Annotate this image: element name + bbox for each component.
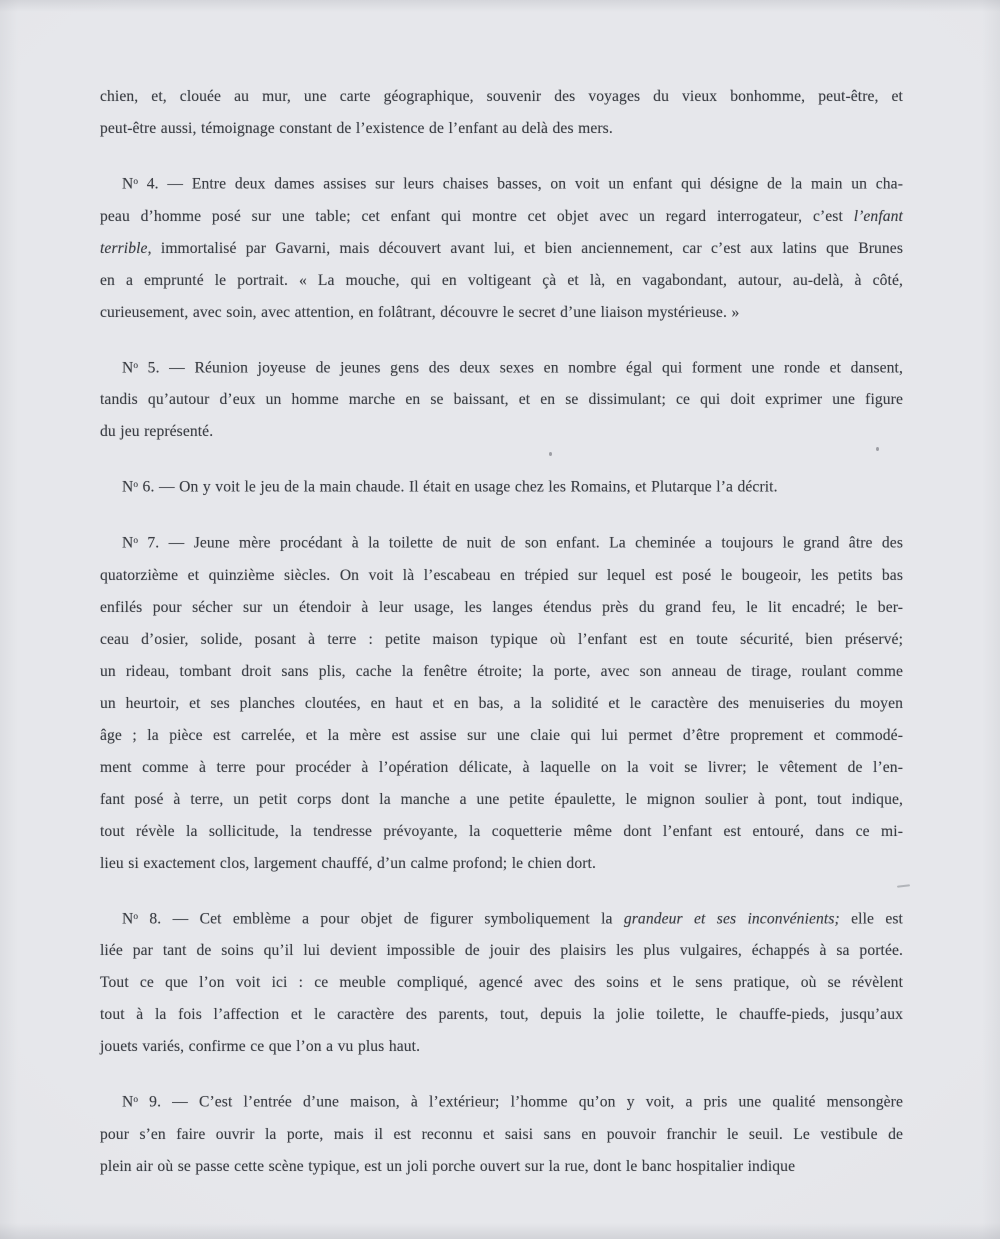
text-line: terrible, immortalisé par Gavarni, mais découvert avant lui, et bien anciennement, car c’est aux latins que Brunes [100,239,903,257]
text-line: tout à la fois l’affection et le caractère des parents, tout, depuis la jolie toilette, le chauffe-pieds, jusqu’aux [100,1006,903,1024]
text-line: peut-être aussi, témoignage constant de l’existence de l’enfant au delà des mers. [100,120,613,137]
paragraph-continuation [100,81,903,145]
paragraph-no-6 [100,469,903,504]
text-line: curieusement, avec soin, avec attention, en folâtrant, découvre le secret d’une liaison mystérieuse. » [100,303,740,321]
text-line: Tout ce que l’on voit ici : ce meuble compliqué, agencé avec des soins et le sens pratique, où se révèlent [100,974,903,992]
text-line: tandis qu’autour d’eux un homme marche en se baissant, et en se dissimulant; ce qui doit exprimer une figure [100,391,903,409]
text-line: tout révèle la sollicitude, la tendresse prévoyante, la coquetterie même dont l’enfant est entouré, dans ce mi- [100,822,903,840]
text-block [100,81,903,1183]
text-line: $N^o$ 6. — On y voit le jeu de la main chaude. Il était en usage chez les Romains, et Plutarque l’a décrit. [122,479,778,497]
ordinal-superscript: o [133,360,139,371]
text-line: ceau d’osier, solide, posant à terre : petite maison typique où l’enfant est en toute sécurité, bien préservé; [100,630,903,648]
text-line: $N^o$ 4. — Entre deux dames assises sur leurs chaises basses, on voit un enfant qui désigne de la main un cha- [122,175,903,193]
text-line: un heurtoir, et ses planches cloutées, en haut et en bas, a la solidité et le caractère des menuiseries du moyen [100,694,903,712]
text-line: liée par tant de soins qu’il lui devient impossible de jouir des plaisirs les plus vulgaires, échappés à sa portée. [100,942,903,960]
text-line: jouets variés, confirme ce que l’on a vu plus haut. [100,1038,421,1056]
text-line: ment comme à terre pour procéder à l’opération délicate, à laquelle on la voit se livrer; le vêtement de l’en- [100,758,903,776]
text-line: quatorzième et quinzième siècles. On voit là l’escabeau en trépied sur lequel est posé le bougeoir, les petits bas [100,566,903,584]
paragraph-no-5 [100,350,903,449]
ordinal-superscript: o [133,1095,139,1106]
paragraph-no-7 [100,525,903,880]
text-line: chien, et, clouée au mur, une carte géographique, souvenir des voyages du vieux bonhomme, peut-être, et [100,88,903,105]
text-line: $N^o$ 9. — C’est l’entrée d’une maison, à l’extérieur; l’homme qu’on y voit, a pris une qualité mensongère [122,1094,903,1112]
text-line: pour s’en faire ouvrir la porte, mais il est reconnu et saisi sans en pouvoir franchir le seuil. Le vestibule de [100,1126,903,1144]
text-line: $N^o$ 8. — Cet emblème a pour objet de figurer symboliquement la grandeur et ses inconvénients; elle est [122,910,903,928]
paragraph-no-9 [100,1084,903,1183]
text-line: $N^o$ 7. — Jeune mère procédant à la toilette de nuit de son enfant. La cheminée a toujours le grand âtre des [122,534,903,552]
text-line: du jeu représenté. [100,423,214,441]
paragraph-no-8 [100,901,903,1064]
ordinal-superscript: o [133,911,139,922]
text-line: lieu si exactement clos, largement chauffé, d’un calme profond; le chien dort. [100,854,596,872]
text-line: en a emprunté le portrait. « La mouche, qui en voltigeant çà et là, en vagabondant, autour, au-delà, à côté, [100,271,903,289]
text-line: peau d’homme posé sur une table; cet enfant qui montre cet objet avec un regard interrogateur, c’est l’enfant [100,207,903,225]
paragraph-no-4 [100,166,903,329]
text-line: enfilés pour sécher sur un étendoir à leur usage, les langes étendus près du grand feu, le lit encadré; le ber- [100,598,903,616]
text-line: fant posé à terre, un petit corps dont la manche a une petite épaulette, le mignon soulier à pont, tout indique, [100,790,903,808]
ordinal-superscript: o [133,177,139,187]
text-line: âge ; la pièce est carrelée, et la mère est assise sur une claie qui lui permet d’être proprement et commodé- [100,726,903,744]
ordinal-superscript: o [133,480,139,491]
text-line: $N^o$ 5. — Réunion joyeuse de jeunes gens des deux sexes en nombre égal qui forment une ronde et dansent, [122,359,903,377]
text-line: un rideau, tombant droit sans plis, cache la fenêtre étroite; la porte, avec son anneau de tirage, roulant comme [100,662,903,680]
ordinal-superscript: o [133,536,139,547]
text-line: plein air où se passe cette scène typique, est un joli porche ouvert sur la rue, dont le banc hospitalier indique [100,1158,796,1176]
